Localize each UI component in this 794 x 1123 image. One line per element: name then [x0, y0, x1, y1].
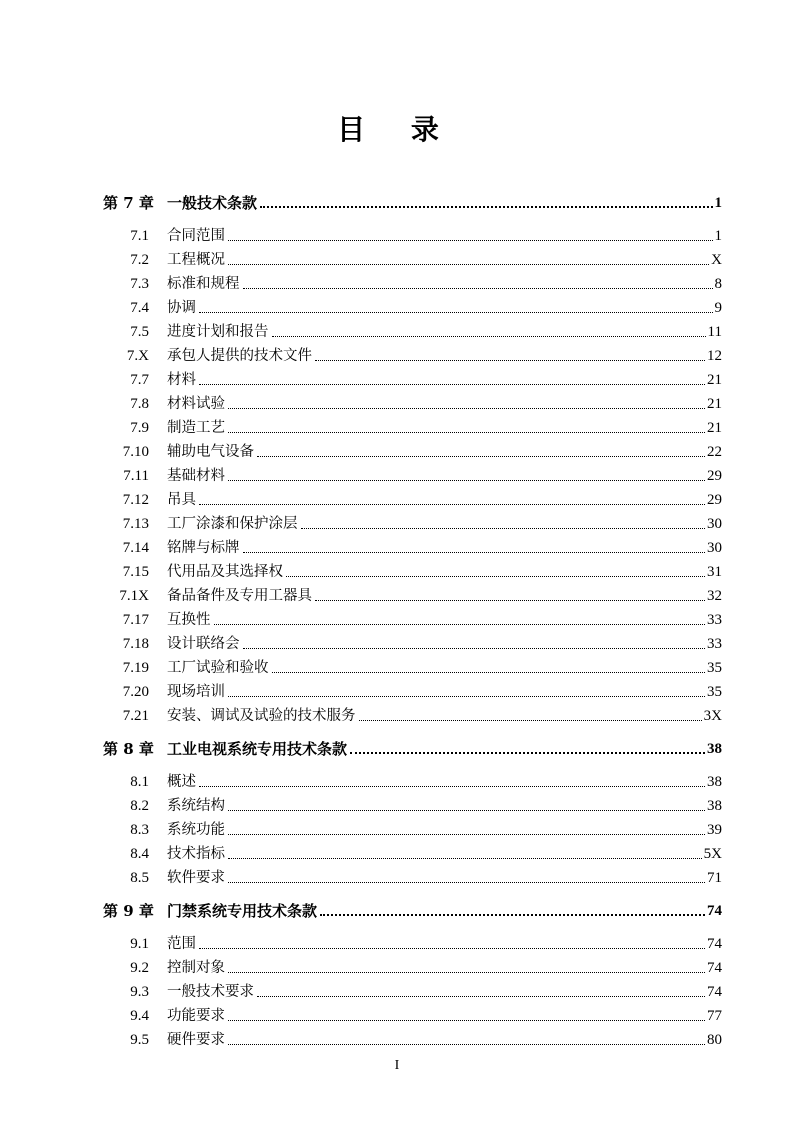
toc-dot-leader — [199, 311, 713, 313]
toc-entry-page: 74 — [707, 984, 722, 1000]
toc-entry-title: 系统结构 — [167, 798, 225, 814]
toc-dot-leader — [199, 503, 705, 505]
toc-section-entry[interactable] — [103, 867, 722, 887]
toc-entry-number: 9.2 — [130, 960, 149, 976]
toc-entry-page: 21 — [707, 372, 722, 388]
toc-entry-title: 工业电视系统专用技术条款 — [167, 740, 348, 758]
toc-dot-leader — [243, 647, 706, 649]
toc-dot-leader — [315, 359, 705, 361]
toc-entry-page: 30 — [707, 540, 722, 556]
toc-chapter-entry[interactable] — [103, 900, 722, 920]
toc-entry-title: 概述 — [167, 774, 196, 790]
toc-entry-page: 8 — [714, 276, 722, 292]
toc-section-entry[interactable] — [103, 933, 722, 953]
toc-entry-number: 第 7 章 — [103, 194, 154, 212]
toc-dot-leader — [301, 527, 706, 529]
toc-entry-page: 1 — [714, 195, 722, 211]
toc-entry-title: 工厂涂漆和保护涂层 — [167, 516, 298, 532]
toc-entry-page: 29 — [707, 468, 722, 484]
toc-section-entry[interactable] — [103, 225, 722, 245]
toc-entry-page: 74 — [707, 960, 722, 976]
toc-section-entry[interactable] — [103, 537, 722, 557]
toc-dot-leader — [315, 599, 705, 601]
page-number: I — [394, 1058, 400, 1073]
toc-entry-page: 31 — [707, 564, 722, 580]
toc-entry-title: 范围 — [167, 936, 196, 952]
toc-entry-page: 11 — [707, 324, 722, 340]
toc-entry-number: 9.3 — [130, 984, 149, 1000]
toc-entry-number: 7.1X — [119, 588, 149, 604]
toc-section-entry[interactable] — [103, 393, 722, 413]
toc-section-entry[interactable] — [103, 561, 722, 581]
toc-entry-title: 制造工艺 — [167, 420, 225, 436]
toc-entry-number: 第 9 章 — [103, 902, 154, 920]
toc-dot-leader — [243, 287, 713, 289]
toc-section-entry[interactable] — [103, 843, 722, 863]
toc-entry-title: 软件要求 — [167, 870, 225, 886]
toc-dot-leader — [228, 1019, 705, 1021]
toc-dot-leader — [199, 785, 705, 787]
toc-entry-number: 第 8 章 — [103, 740, 154, 758]
toc-entry-title: 系统功能 — [167, 822, 225, 838]
toc-entry-number: 7.3 — [130, 276, 149, 292]
toc-section-entry[interactable] — [103, 297, 722, 317]
toc-entry-number: 7.12 — [122, 492, 149, 508]
toc-entry-title: 基础材料 — [167, 468, 225, 484]
toc-entry-number: 9.1 — [130, 936, 149, 952]
toc-dot-leader — [228, 881, 705, 883]
toc-entry-number: 7.9 — [130, 420, 149, 436]
toc-dot-leader — [272, 335, 706, 337]
toc-dot-leader — [272, 671, 706, 673]
toc-entry-title: 工厂试验和验收 — [167, 660, 269, 676]
toc-dot-leader — [228, 833, 705, 835]
toc-entry-number: 7.17 — [122, 612, 149, 628]
toc-section-entry[interactable] — [103, 489, 722, 509]
toc-section-entry[interactable] — [103, 657, 722, 677]
toc-entry-page: 33 — [707, 612, 722, 628]
toc-section-entry[interactable] — [103, 1005, 722, 1025]
toc-entry-title: 硬件要求 — [167, 1032, 225, 1048]
toc-entry-number: 7.1 — [130, 228, 149, 244]
toc-section-entry[interactable] — [103, 273, 722, 293]
toc-entry-number: 9.4 — [130, 1008, 149, 1024]
toc-entry-number: 7.10 — [122, 444, 149, 460]
toc-entry-title: 代用品及其选择权 — [167, 564, 283, 580]
toc-entry-number: 7.2 — [130, 252, 149, 268]
toc-entry-page: 35 — [707, 660, 722, 676]
toc-entry-title: 协调 — [167, 300, 196, 316]
toc-dot-leader — [286, 575, 705, 577]
toc-entry-page: 77 — [707, 1008, 722, 1024]
toc-section-entry[interactable] — [103, 585, 722, 605]
toc-section-entry[interactable] — [103, 633, 722, 653]
toc-section-entry[interactable] — [103, 513, 722, 533]
toc-entry-page: 33 — [707, 636, 722, 652]
toc-entry-page: 39 — [707, 822, 722, 838]
toc-dot-leader — [228, 431, 705, 433]
toc-entry-number: 8.3 — [130, 822, 149, 838]
toc-dot-leader — [350, 751, 705, 754]
toc-entry-title: 一般技术条款 — [167, 194, 258, 212]
toc-section-entry[interactable] — [103, 981, 722, 1001]
page-title: 目 录 — [337, 113, 457, 146]
toc-dot-leader — [243, 551, 706, 553]
toc-entry-title: 进度计划和报告 — [167, 324, 269, 340]
toc-entry-page: X — [711, 252, 722, 268]
toc-dot-leader — [228, 239, 713, 241]
toc-section-entry[interactable] — [103, 345, 722, 365]
toc-dot-leader — [228, 695, 705, 697]
toc-dot-leader — [257, 455, 705, 457]
toc-entry-title: 材料 — [167, 372, 196, 388]
toc-entry-title: 门禁系统专用技术条款 — [167, 902, 318, 920]
toc-dot-leader — [199, 383, 705, 385]
toc-section-entry[interactable] — [103, 771, 722, 791]
toc-entry-number: 8.5 — [130, 870, 149, 886]
toc-entry-title: 材料试验 — [167, 396, 225, 412]
toc-section-entry[interactable] — [103, 369, 722, 389]
toc-entry-title: 功能要求 — [167, 1008, 225, 1024]
toc-section-entry[interactable] — [103, 417, 722, 437]
toc-entry-number: 7.18 — [122, 636, 149, 652]
toc-entry-page: 32 — [707, 588, 722, 604]
toc-entry-number: 7.11 — [123, 468, 149, 484]
toc-section-entry[interactable] — [103, 465, 722, 485]
toc-entry-page: 74 — [707, 936, 722, 952]
toc-entry-page: 29 — [707, 492, 722, 508]
toc-entry-number: 7.7 — [130, 372, 149, 388]
toc-entry-number: 7.20 — [122, 684, 149, 700]
toc-entry-page: 1 — [714, 228, 722, 244]
toc-entry-title: 控制对象 — [167, 960, 225, 976]
toc-entry-page: 74 — [707, 903, 722, 919]
toc-entry-title: 技术指标 — [167, 846, 225, 862]
toc-dot-leader — [228, 809, 705, 811]
toc-section-entry[interactable] — [103, 705, 722, 725]
toc-dot-leader — [257, 995, 705, 997]
toc-entry-number: 7.4 — [130, 300, 149, 316]
toc-entry-page: 5X — [703, 846, 722, 862]
toc-entry-number: 7.15 — [122, 564, 149, 580]
toc-entry-number: 7.5 — [130, 324, 149, 340]
toc-entry-page: 3X — [703, 708, 722, 724]
toc-entry-title: 吊具 — [167, 492, 196, 508]
toc-entry-number: 7.14 — [122, 540, 149, 556]
toc-dot-leader — [320, 913, 705, 916]
toc-entry-number: 7.21 — [122, 708, 149, 724]
toc-entry-number: 8.2 — [130, 798, 149, 814]
toc-entry-title: 一般技术要求 — [167, 984, 254, 1000]
toc-section-entry[interactable] — [103, 681, 722, 701]
toc-entry-page: 38 — [707, 741, 722, 757]
toc-chapter-entry[interactable] — [103, 738, 722, 758]
toc-dot-leader — [359, 719, 702, 721]
toc-dot-leader — [214, 623, 706, 625]
toc-entry-page: 12 — [707, 348, 722, 364]
toc-chapter-entry[interactable] — [103, 192, 722, 212]
toc-entry-page: 22 — [707, 444, 722, 460]
toc-entry-title: 备品备件及专用工器具 — [167, 588, 312, 604]
toc-section-entry[interactable] — [103, 441, 722, 461]
toc-entry-number: 9.5 — [130, 1032, 149, 1048]
toc-dot-leader — [199, 947, 705, 949]
toc-dot-leader — [260, 205, 712, 208]
toc-section-entry[interactable] — [103, 249, 722, 269]
toc-entry-title: 工程概况 — [167, 252, 225, 268]
toc-section-entry[interactable] — [103, 795, 722, 815]
toc-section-entry[interactable] — [103, 819, 722, 839]
toc-entry-page: 30 — [707, 516, 722, 532]
toc-entry-title: 辅助电气设备 — [167, 444, 254, 460]
toc-dot-leader — [228, 479, 705, 481]
toc-entry-number: 7.13 — [122, 516, 149, 532]
toc-entry-number: 7.8 — [130, 396, 149, 412]
toc-dot-leader — [228, 971, 705, 973]
toc-entry-title: 铭牌与标牌 — [167, 540, 240, 556]
toc-entry-title: 标准和规程 — [167, 276, 240, 292]
toc-entry-number: 7.19 — [122, 660, 149, 676]
toc-entry-title: 合同范围 — [167, 228, 225, 244]
toc-entry-page: 38 — [707, 798, 722, 814]
toc-section-entry[interactable] — [103, 957, 722, 977]
toc-entry-number: 7.X — [126, 348, 149, 364]
toc-entry-title: 安装、调试及试验的技术服务 — [167, 708, 356, 724]
toc-dot-leader — [228, 407, 705, 409]
toc-entry-page: 21 — [707, 396, 722, 412]
toc-entry-page: 38 — [707, 774, 722, 790]
toc-entry-page: 35 — [707, 684, 722, 700]
toc-entry-title: 设计联络会 — [167, 636, 240, 652]
toc-entry-page: 80 — [707, 1032, 722, 1048]
toc-section-entry[interactable] — [103, 1029, 722, 1049]
toc-entry-title: 现场培训 — [167, 684, 225, 700]
toc-entry-page: 21 — [707, 420, 722, 436]
toc-entry-page: 71 — [707, 870, 722, 886]
toc-section-entry[interactable] — [103, 609, 722, 629]
toc-entry-number: 8.1 — [130, 774, 149, 790]
toc-entry-title: 承包人提供的技术文件 — [167, 348, 312, 364]
toc-entry-title: 互换性 — [167, 612, 211, 628]
toc-dot-leader — [228, 857, 702, 859]
toc-entry-page: 9 — [714, 300, 722, 316]
toc-dot-leader — [228, 263, 709, 265]
toc-section-entry[interactable] — [103, 321, 722, 341]
toc-entry-number: 8.4 — [130, 846, 149, 862]
toc-dot-leader — [228, 1043, 705, 1045]
